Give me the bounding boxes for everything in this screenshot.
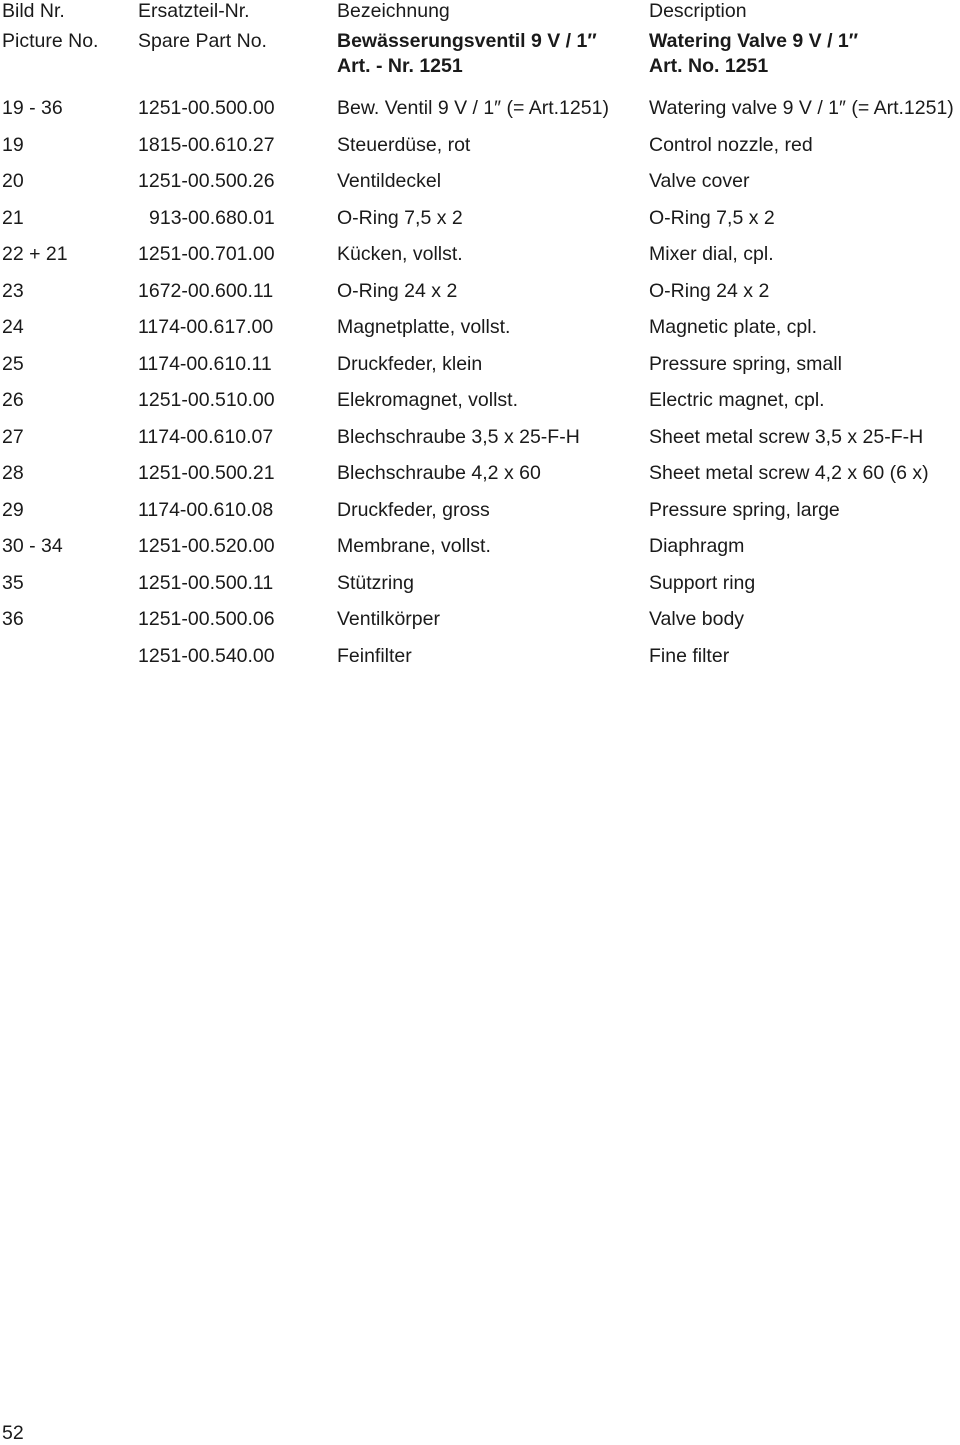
table-row	[0, 170, 960, 207]
picture-number: 24	[2, 316, 24, 338]
spare-part-number: 1251-00.510.00	[138, 389, 275, 411]
product-title-de: Bewässerungsventil 9 V / 1″	[337, 30, 597, 52]
part-name-en: Pressure spring, large	[649, 498, 840, 521]
spare-part-number: 1174-00.610.11	[138, 352, 272, 375]
part-name-en: Mixer dial, cpl.	[649, 243, 774, 265]
part-name-en: Valve cover	[649, 170, 750, 192]
spare-part-number: 1174-00.610.07	[138, 425, 274, 448]
part-name-de: Magnetplatte, vollst.	[337, 316, 511, 338]
picture-number: 21	[2, 206, 24, 229]
part-name-de: Ventildeckel	[337, 170, 442, 192]
part-name-en: Control nozzle, red	[649, 133, 813, 156]
part-name-de: Stützring	[337, 571, 414, 594]
spare-part-number: 1251-00.500.26	[138, 170, 275, 192]
article-number-en: Art. No. 1251	[649, 55, 769, 77]
part-name-de: Kücken, vollst.	[337, 243, 463, 265]
picture-number: 30 - 34	[2, 535, 63, 557]
table-row	[0, 499, 960, 536]
spare-part-number-text: 913-00.680.01	[149, 206, 275, 229]
table-row	[0, 243, 960, 280]
picture-number: 19	[2, 133, 24, 156]
spare-part-number	[138, 206, 275, 229]
part-name-de: Membrane, vollst.	[337, 535, 491, 557]
table-row	[0, 207, 960, 244]
table-row	[0, 97, 960, 134]
part-name-de: Ventilkörper	[337, 608, 440, 630]
table-row	[0, 316, 960, 353]
picture-number: 36	[2, 608, 24, 630]
part-name-de: Feinfilter	[337, 644, 412, 667]
part-name-en: Support ring	[649, 571, 756, 594]
spare-part-number: 1672-00.600.11	[138, 279, 274, 302]
part-name-de: Druckfeder, klein	[337, 352, 483, 375]
part-name-en: Sheet metal screw 3,5 x 25-F-H	[649, 425, 924, 448]
picture-number: 23	[2, 279, 24, 302]
part-name-en: Watering valve 9 V / 1″ (= Art.1251)	[649, 97, 954, 119]
spare-part-number: 1251-00.500.00	[138, 97, 275, 119]
part-name-en: Pressure spring, small	[649, 352, 842, 375]
spare-part-number: 1815-00.610.27	[138, 133, 275, 156]
picture-number: 25	[2, 352, 24, 375]
spare-part-number: 1251-00.701.00	[138, 243, 275, 265]
table-row	[0, 645, 960, 682]
header-picture-no-de: Bild Nr.	[2, 0, 65, 22]
spare-part-number: 1251-00.500.11	[138, 571, 274, 594]
table-row	[0, 608, 960, 645]
part-name-en: Electric magnet, cpl.	[649, 389, 825, 411]
product-title-en: Watering Valve 9 V / 1″	[649, 30, 859, 52]
header-spare-part-no-en: Spare Part No.	[138, 30, 267, 52]
part-name-de: Bew. Ventil 9 V / 1″ (= Art.1251)	[337, 97, 609, 119]
part-name-en: O-Ring 24 x 2	[649, 279, 770, 302]
picture-number: 35	[2, 571, 24, 594]
part-name-de: Druckfeder, gross	[337, 498, 490, 521]
part-name-en: O-Ring 7,5 x 2	[649, 206, 775, 229]
part-name-de: O-Ring 7,5 x 2	[337, 206, 463, 229]
table-row	[0, 389, 960, 426]
picture-number: 26	[2, 389, 24, 411]
picture-number: 28	[2, 462, 24, 484]
part-name-de: Blechschraube 3,5 x 25-F-H	[337, 425, 580, 448]
table-row	[0, 280, 960, 317]
table-row	[0, 535, 960, 572]
table-row	[0, 134, 960, 171]
part-name-en: Fine filter	[649, 644, 730, 667]
part-name-en: Diaphragm	[649, 535, 745, 557]
part-name-en: Valve body	[649, 608, 745, 630]
spare-part-number: 1251-00.540.00	[138, 644, 275, 667]
part-name-en: Magnetic plate, cpl.	[649, 316, 818, 338]
part-name-en: Sheet metal screw 4,2 x 60 (6 x)	[649, 462, 929, 484]
header-description-en: Description	[649, 0, 747, 22]
header-row-article	[0, 55, 960, 79]
table-row	[0, 462, 960, 499]
spare-part-number: 1251-00.500.21	[138, 462, 275, 484]
spare-part-number: 1174-00.617.00	[138, 316, 274, 338]
article-number-de: Art. - Nr. 1251	[337, 55, 463, 77]
spare-part-number: 1251-00.500.06	[138, 608, 275, 630]
table-row	[0, 426, 960, 463]
header-spare-part-no-de: Ersatzteil-Nr.	[138, 0, 250, 22]
picture-number: 27	[2, 425, 24, 448]
table-row	[0, 572, 960, 609]
part-name-de: Steuerdüse, rot	[337, 133, 471, 156]
picture-number: 29	[2, 498, 24, 521]
part-name-de: Blechschraube 4,2 x 60	[337, 462, 541, 484]
header-row-labels-en	[0, 30, 960, 54]
parts-table	[0, 97, 960, 681]
part-name-de: Elekromagnet, vollst.	[337, 389, 518, 411]
spare-part-number: 1174-00.610.08	[138, 498, 274, 521]
picture-number: 20	[2, 170, 24, 192]
table-row	[0, 353, 960, 390]
part-name-de: O-Ring 24 x 2	[337, 279, 458, 302]
picture-number: 22 + 21	[2, 243, 68, 265]
spare-part-number: 1251-00.520.00	[138, 535, 275, 557]
picture-number: 19 - 36	[2, 97, 63, 119]
header-row-labels-de	[0, 0, 960, 24]
page-number: 52	[2, 1422, 24, 1444]
header-description-de: Bezeichnung	[337, 0, 450, 22]
header-picture-no-en: Picture No.	[2, 30, 99, 52]
